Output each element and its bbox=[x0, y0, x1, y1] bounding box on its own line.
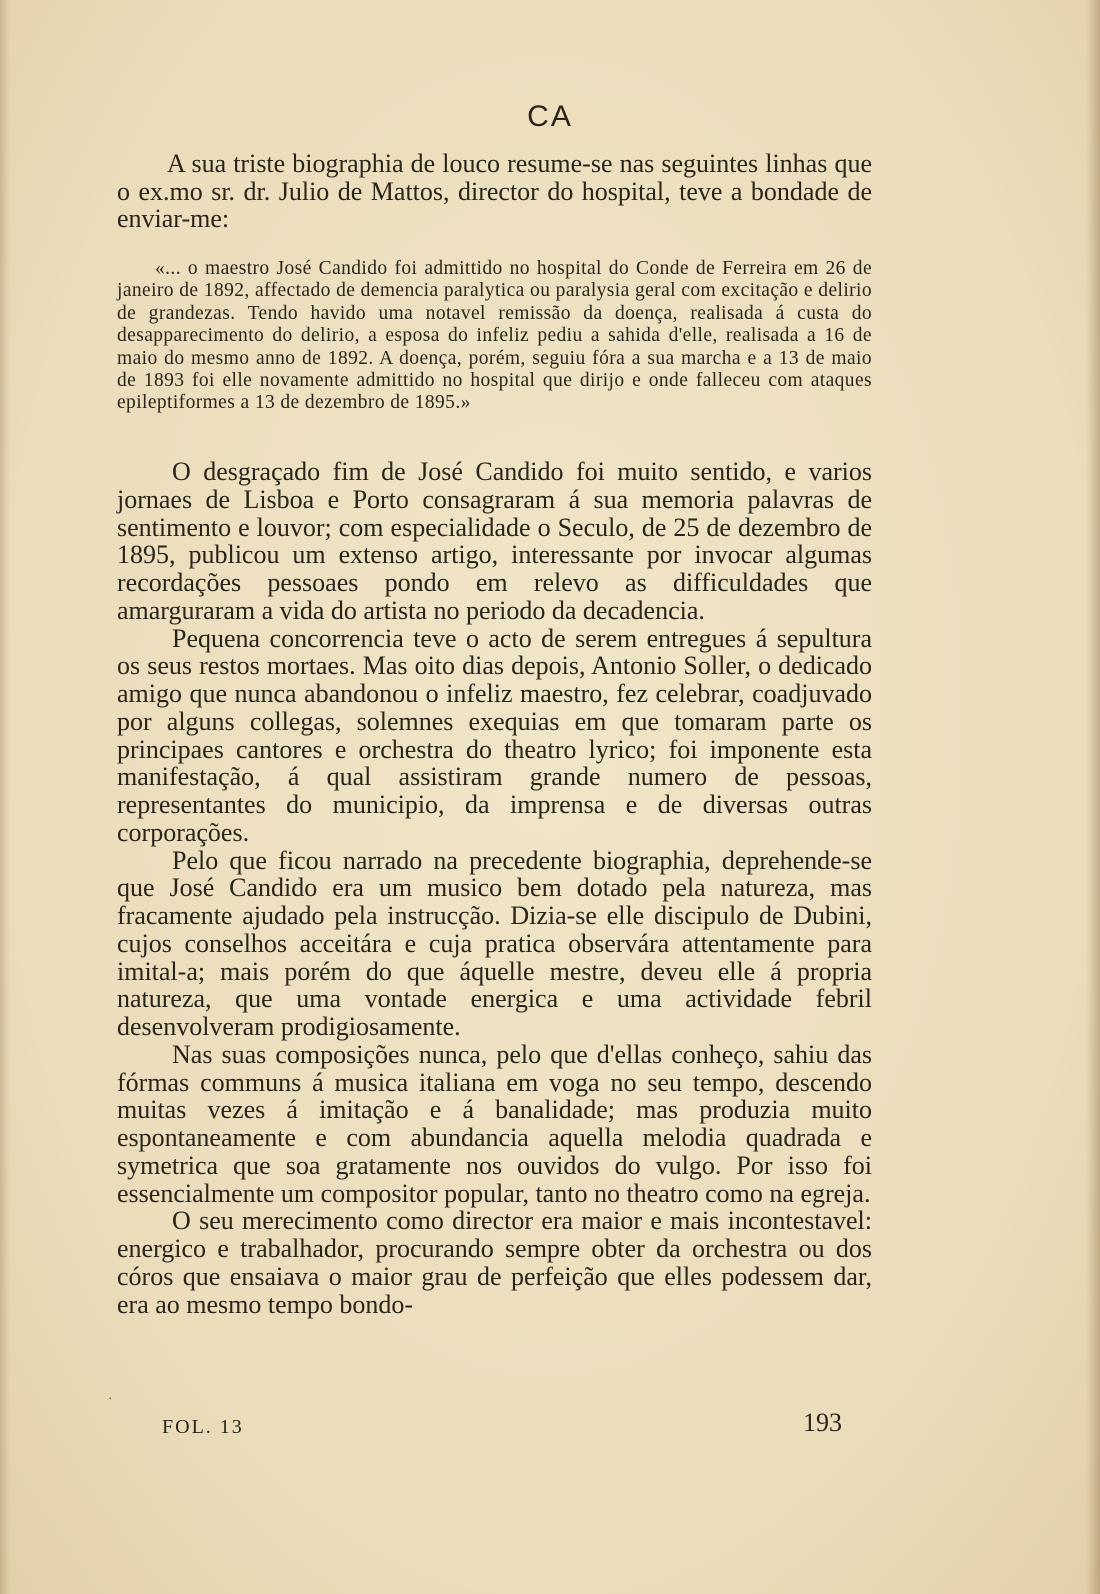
running-head: CA bbox=[527, 100, 573, 133]
signature-mark: FOL. 13 bbox=[162, 1416, 244, 1438]
body-paragraph-2: Pequena concorrencia teve o acto de serem entregues á sepultura os seus restos mortaes. Mas oito dias depois, Antonio Soller, o dedicado amigo que nunca abandonou o infeliz maestro, fez celebrar, coadjuvado por alguns collegas, solemnes exequias em que tomaram parte os principaes cantores e orchestra do theatro lyrico; foi imponente esta manifestação, á qual assistiram grande numero de pessoas, representantes do municipio, da imprensa e de diversas outras corporações. bbox=[117, 623, 872, 847]
quotation-paragraph: «... o maestro José Candido foi admittido no hospital do Conde de Ferreira em 26 de janeiro de 1892, affectado de demencia paralytica ou paralysia geral com excitação e delirio de grandezas. Tendo havido uma notavel remissão da doença, realisada á custa do desapparecimento do delirio, a esposa do infeliz pediu a sahida d'elle, realisada a 16 de maio do mesmo anno de 1892. A doença, porém, seguiu fóra a sua marcha e a 13 de maio de 1893 foi elle novamente admittido no hospital que dirijo e onde falleceu com ataques epileptiformes a 13 de dezembro de 1895.» bbox=[117, 258, 872, 414]
page-edge-shadow-right bbox=[1086, 0, 1100, 1594]
body-text bbox=[117, 458, 872, 1318]
page-footer bbox=[117, 1408, 872, 1442]
body-paragraph-4: Nas suas composições nunca, pelo que d'ellas conheço, sahiu das fórmas communs á musica italiana em voga no seu tempo, descendo muitas vezes á imitação e á banalidade; mas produzia muito espontaneamente e com abundancia aquella melodia quadrada e symetrica que soa gratamente nos ouvidos do vulgo. Por isso foi essencialmente um compositor popular, tanto no theatro como na egreja. bbox=[117, 1039, 872, 1208]
margin-mark: · bbox=[108, 1392, 113, 1407]
quotation-block bbox=[117, 258, 872, 415]
page-number: 193 bbox=[803, 1408, 842, 1437]
page-edge-shadow-left bbox=[0, 0, 10, 1594]
body-paragraph-3: Pelo que ficou narrado na precedente biographia, deprehende-se que José Candido era um musico bem dotado pela natureza, mas fracamente ajudado pela instrucção. Dizia-se elle discipulo de Dubini, cujos conselhos acceitára e cuja pratica observára attentamente para imital-a; mais porém do que áquelle mestre, deveu elle á propria natureza, que uma vontade energica e uma actividade febril desenvolveram prodigiosamente. bbox=[117, 845, 872, 1041]
intro-paragraph: A sua triste biographia de louco resume-se nas seguintes linhas que o ex.mo sr. dr. Julio de Mattos, director do hospital, teve a bondade de enviar-me: bbox=[117, 149, 872, 234]
body-paragraph-1: O desgraçado fim de José Candido foi muito sentido, e varios jornaes de Lisboa e Porto consagraram á sua memoria palavras de sentimento e louvor; com especialidade o Seculo, de 25 de dezembro de 1895, publicou um extenso artigo, interessante por invocar algumas recordações pessoaes pondo em relevo as difficuldades que amarguraram a vida do artista no periodo da decadencia. bbox=[117, 457, 872, 625]
intro-block bbox=[117, 150, 872, 233]
body-paragraph-5: O seu merecimento como director era maior e mais incontestavel: energico e trabalhador, procurando sempre obter da orchestra ou dos córos que ensaiava o maior grau de perfeição que elles podessem dar, era ao mesmo tempo bondo- bbox=[117, 1206, 872, 1319]
